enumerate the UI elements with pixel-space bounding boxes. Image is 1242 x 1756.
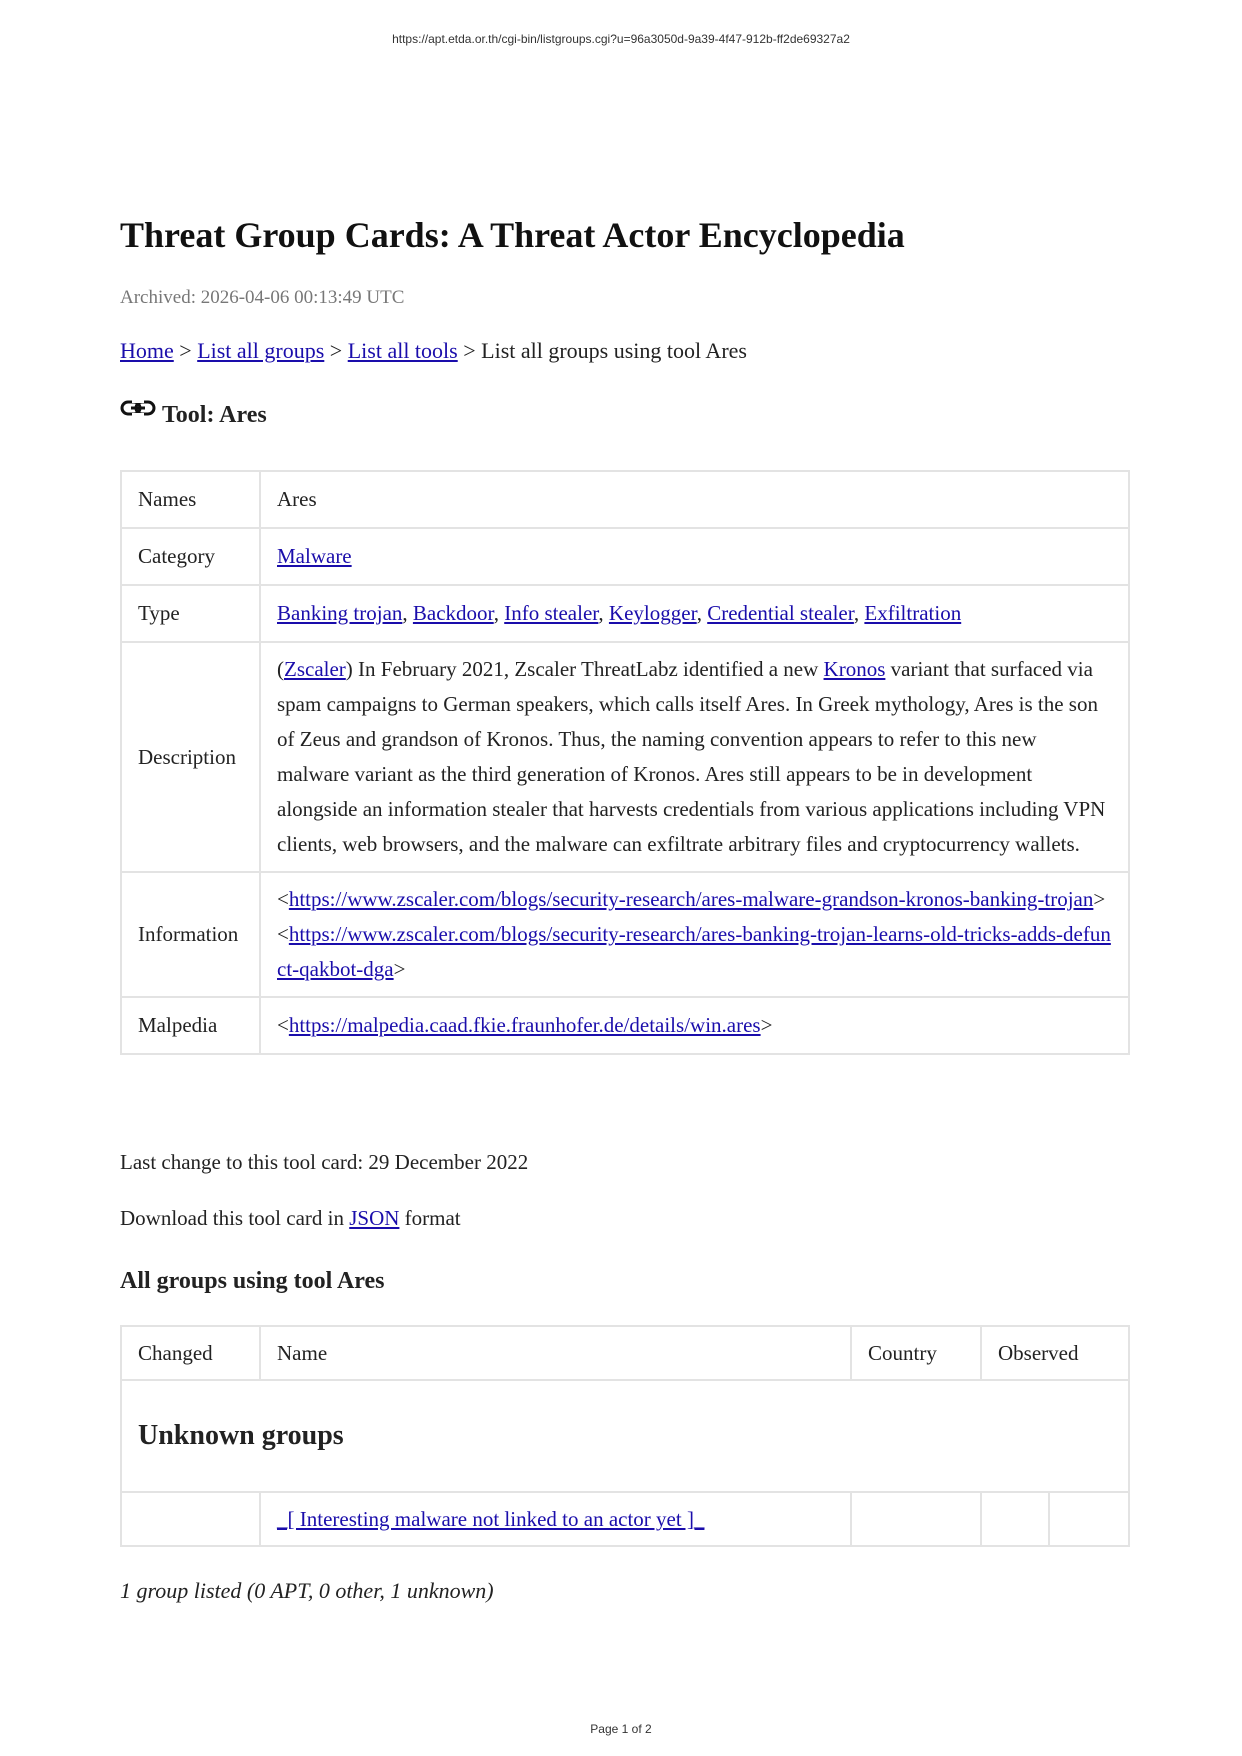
category-link[interactable]: Malware — [277, 544, 352, 568]
table-row — [121, 585, 1129, 642]
description-kronos-link[interactable]: Kronos — [823, 657, 886, 681]
information-link[interactable]: https://www.zscaler.com/blogs/security-research/ares-malware-grandson-kronos-banking-trojan — [288, 887, 1094, 911]
table-row — [121, 1492, 1129, 1546]
table-row — [121, 471, 1129, 528]
tool-heading-text: Tool: Ares — [162, 402, 267, 428]
breadcrumb-separator: > — [179, 338, 192, 363]
breadcrumb — [120, 338, 747, 364]
page-number-footer: Page 1 of 2 — [590, 1722, 652, 1736]
type-link[interactable]: Exfiltration — [864, 601, 962, 625]
cell-empty — [1049, 1492, 1129, 1546]
cell-changed — [121, 1492, 260, 1546]
json-download-link[interactable]: JSON — [349, 1206, 400, 1230]
description-text: ) In February 2021, Zscaler ThreatLabz identified a new — [345, 657, 819, 681]
last-change-text: Last change to this tool card: 29 December 2022 — [120, 1150, 529, 1174]
type-separator: , — [402, 601, 408, 625]
section-row — [121, 1380, 1129, 1492]
groups-heading: All groups using tool Ares — [120, 1268, 385, 1294]
category-label: Category — [121, 528, 260, 585]
angle-open: < — [277, 1013, 289, 1037]
cell-name — [260, 1492, 851, 1546]
column-header-country: Country — [851, 1326, 981, 1380]
column-header-observed: Observed — [981, 1326, 1129, 1380]
information-entry — [277, 917, 1112, 987]
tool-info-table — [120, 470, 1130, 1055]
type-link[interactable]: Credential stealer — [707, 601, 854, 625]
type-separator: , — [493, 601, 499, 625]
angle-open: < — [277, 887, 289, 911]
information-label: Information — [121, 872, 260, 997]
type-link[interactable]: Keylogger — [608, 601, 697, 625]
archived-timestamp: Archived: 2026-04-06 00:13:49 UTC — [120, 287, 405, 308]
download-prefix: Download this tool card in — [120, 1206, 344, 1230]
type-link[interactable]: Info stealer — [504, 601, 599, 625]
groups-table — [120, 1325, 1130, 1547]
category-value — [260, 528, 1129, 585]
section-heading-unknown-groups: Unknown groups — [121, 1380, 1129, 1492]
malpedia-link[interactable]: https://malpedia.caad.fkie.fraunhofer.de/details/win.ares — [288, 1013, 761, 1037]
information-link[interactable]: https://www.zscaler.com/blogs/security-research/ares-banking-trojan-learns-old-tricks-adds-defunct-qakbot-dga — [277, 922, 1111, 981]
type-label: Type — [121, 585, 260, 642]
download-suffix: format — [404, 1206, 461, 1230]
angle-close: > — [760, 1013, 773, 1037]
tool-heading — [120, 402, 267, 429]
angle-close: > — [1093, 887, 1106, 911]
angle-close: > — [393, 957, 406, 981]
cell-country — [851, 1492, 981, 1546]
type-value — [260, 585, 1129, 642]
type-link[interactable]: Banking trojan — [277, 601, 403, 625]
information-entry — [277, 882, 1112, 917]
type-separator: , — [696, 601, 702, 625]
download-line — [120, 1206, 461, 1231]
angle-open: < — [277, 922, 289, 946]
column-header-changed: Changed — [121, 1326, 260, 1380]
link-icon — [120, 398, 158, 420]
table-row — [121, 642, 1129, 872]
groups-summary: 1 group listed (0 APT, 0 other, 1 unknown) — [120, 1578, 494, 1603]
page-title: Threat Group Cards: A Threat Actor Encyclopedia — [120, 215, 905, 255]
description-value — [260, 642, 1129, 872]
breadcrumb-list-tools-link[interactable]: List all tools — [347, 338, 458, 363]
type-separator: , — [598, 601, 604, 625]
breadcrumb-separator: > — [329, 338, 343, 363]
type-separator: , — [853, 601, 860, 625]
group-link[interactable]: _[ Interesting malware not linked to an actor yet ]_ — [277, 1506, 705, 1531]
malpedia-value — [260, 997, 1129, 1054]
table-row — [121, 997, 1129, 1054]
description-label: Description — [121, 642, 260, 872]
names-label: Names — [121, 471, 260, 528]
breadcrumb-home-link[interactable]: Home — [120, 338, 174, 363]
table-row — [121, 872, 1129, 997]
information-value — [260, 872, 1129, 997]
description-text: variant that surfaced via spam campaigns to German speakers, which calls itself Ares. In Greek mythology, Ares is the son of Zeus and grandson of Kronos. Thus, the naming convention appears to refer to this new malware variant as the third generation of Kronos. Ares still appears to be in development alongside an information stealer that harvests credentials from various applications including VPN clients, web browsers, and the malware can exfiltrate arbitrary files and cryptocurrency wallets. — [277, 657, 1106, 856]
cell-observed — [981, 1492, 1049, 1546]
type-link[interactable]: Backdoor — [412, 601, 494, 625]
breadcrumb-current: List all groups using tool Ares — [481, 338, 747, 363]
column-header-name: Name — [260, 1326, 851, 1380]
table-row — [121, 528, 1129, 585]
description-paren: ( — [277, 657, 284, 681]
malpedia-label: Malpedia — [121, 997, 260, 1054]
page-url-header: https://apt.etda.or.th/cgi-bin/listgroups.cgi?u=96a3050d-9a39-4f47-912b-ff2de69327a2 — [392, 32, 850, 46]
names-value: Ares — [260, 471, 1129, 528]
table-header-row — [121, 1326, 1129, 1380]
description-source-link[interactable]: Zscaler — [284, 657, 346, 681]
breadcrumb-list-groups-link[interactable]: List all groups — [197, 338, 325, 363]
breadcrumb-separator: > — [463, 338, 476, 363]
